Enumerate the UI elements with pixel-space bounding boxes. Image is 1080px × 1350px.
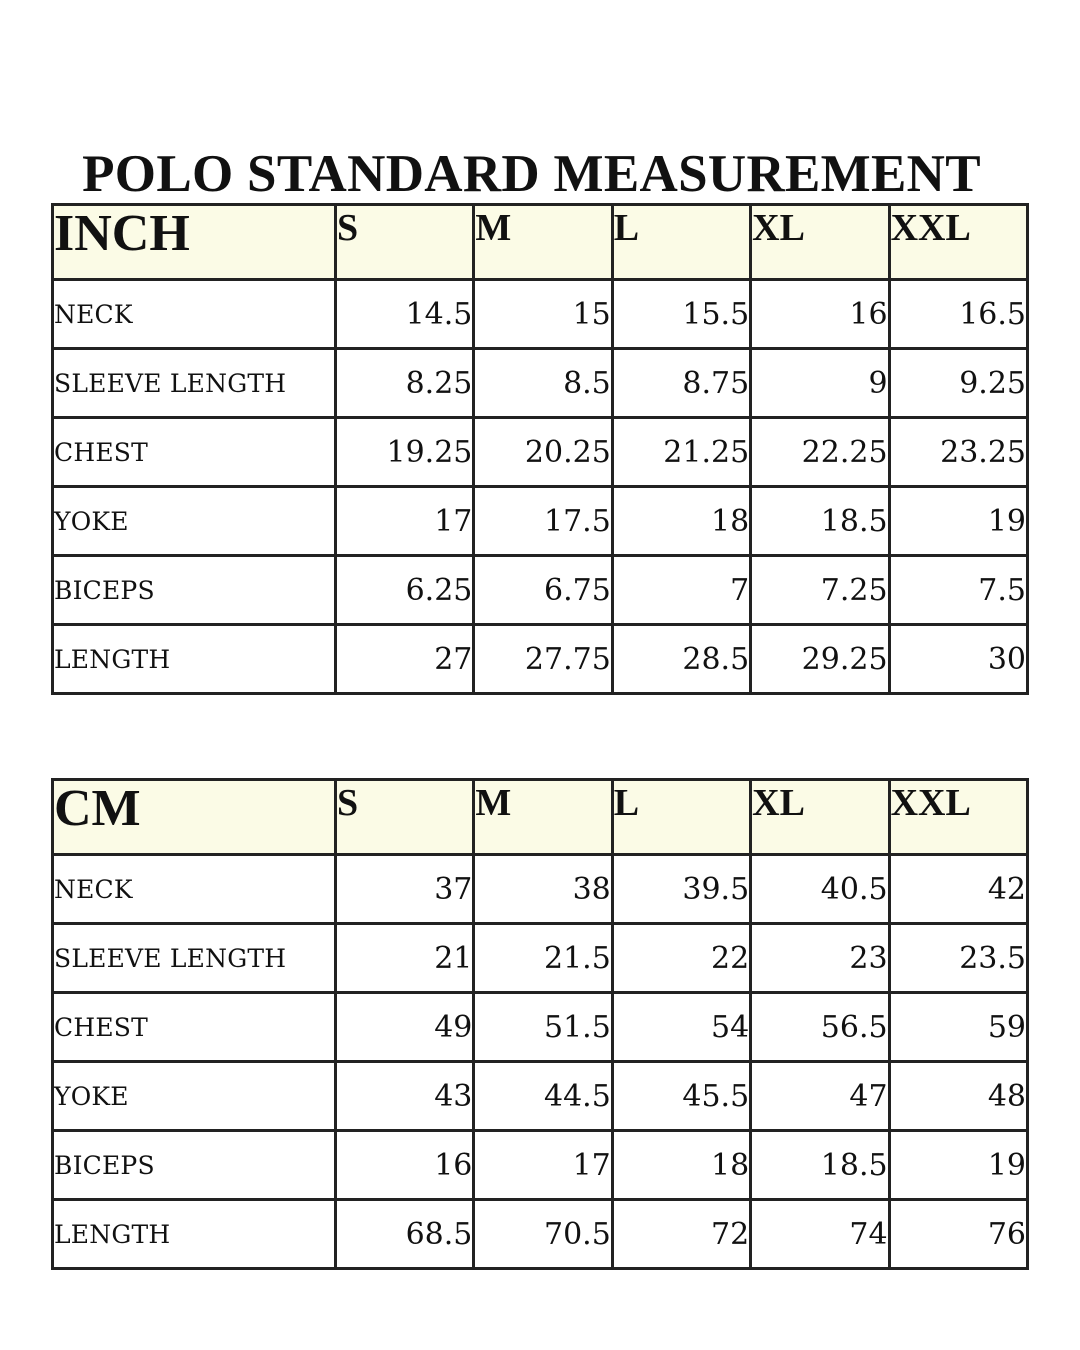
measurement-label: NECK [53,280,336,349]
measurement-value: 21.25 [612,418,750,487]
measurement-label: SLEEVE LENGTH [53,349,336,418]
measurement-value: 7.25 [751,556,889,625]
table-row [53,625,1028,694]
table-header-row [53,780,1028,855]
size-header: L [612,205,750,280]
measurement-value: 19 [889,1131,1027,1200]
measurement-value: 7.5 [889,556,1027,625]
measurement-value: 23.5 [889,924,1027,993]
measurement-label: LENGTH [53,1200,336,1269]
table-row [53,1131,1028,1200]
measurement-value: 70.5 [474,1200,612,1269]
measurement-value: 9 [751,349,889,418]
measurement-label: NECK [53,855,336,924]
size-header: XXL [889,780,1027,855]
measurement-value: 14.5 [336,280,474,349]
measurement-label: BICEPS [53,556,336,625]
measurement-value: 49 [336,993,474,1062]
measurement-label: BICEPS [53,1131,336,1200]
measurement-value: 16 [751,280,889,349]
measurement-value: 45.5 [612,1062,750,1131]
inch-size-table [51,203,1029,695]
size-header: XXL [889,205,1027,280]
measurement-value: 27.75 [474,625,612,694]
measurement-label: YOKE [53,487,336,556]
measurement-value: 8.75 [612,349,750,418]
measurement-value: 38 [474,855,612,924]
measurement-value: 17 [474,1131,612,1200]
size-header: XL [751,205,889,280]
measurement-value: 51.5 [474,993,612,1062]
measurement-value: 15 [474,280,612,349]
measurement-value: 23.25 [889,418,1027,487]
measurement-value: 21.5 [474,924,612,993]
measurement-value: 7 [612,556,750,625]
measurement-value: 54 [612,993,750,1062]
measurement-value: 20.25 [474,418,612,487]
measurement-value: 17 [336,487,474,556]
measurement-value: 18.5 [751,1131,889,1200]
measurement-value: 18.5 [751,487,889,556]
page-title: POLO STANDARD MEASUREMENT [82,145,981,203]
size-header: XL [751,780,889,855]
table-row [53,556,1028,625]
table-row [53,855,1028,924]
table-header-row [53,205,1028,280]
measurement-value: 74 [751,1200,889,1269]
measurement-value: 15.5 [612,280,750,349]
table-row [53,487,1028,556]
measurement-value: 44.5 [474,1062,612,1131]
measurement-value: 68.5 [336,1200,474,1269]
size-header: M [474,780,612,855]
size-header: S [336,205,474,280]
measurement-label: CHEST [53,418,336,487]
measurement-value: 18 [612,1131,750,1200]
size-header: L [612,780,750,855]
table-row [53,349,1028,418]
measurement-value: 9.25 [889,349,1027,418]
size-header: S [336,780,474,855]
measurement-label: SLEEVE LENGTH [53,924,336,993]
measurement-value: 40.5 [751,855,889,924]
measurement-value: 8.5 [474,349,612,418]
measurement-value: 29.25 [751,625,889,694]
measurement-value: 28.5 [612,625,750,694]
measurement-value: 43 [336,1062,474,1131]
measurement-value: 17.5 [474,487,612,556]
measurement-value: 19.25 [336,418,474,487]
measurement-value: 21 [336,924,474,993]
measurement-value: 22.25 [751,418,889,487]
measurement-value: 6.25 [336,556,474,625]
cm-size-table [51,778,1029,1270]
table-row [53,993,1028,1062]
table-row [53,1062,1028,1131]
measurement-value: 72 [612,1200,750,1269]
measurement-value: 47 [751,1062,889,1131]
measurement-value: 16 [336,1131,474,1200]
measurement-value: 39.5 [612,855,750,924]
size-header: M [474,205,612,280]
measurement-label: YOKE [53,1062,336,1131]
measurement-label: CHEST [53,993,336,1062]
measurement-value: 56.5 [751,993,889,1062]
measurement-value: 48 [889,1062,1027,1131]
measurement-value: 42 [889,855,1027,924]
table-row [53,924,1028,993]
measurement-value: 8.25 [336,349,474,418]
measurement-value: 37 [336,855,474,924]
table-row [53,1200,1028,1269]
measurement-value: 18 [612,487,750,556]
unit-header: INCH [53,205,336,280]
measurement-label: LENGTH [53,625,336,694]
table-row [53,280,1028,349]
measurement-value: 16.5 [889,280,1027,349]
unit-header: CM [53,780,336,855]
measurement-value: 27 [336,625,474,694]
measurement-value: 23 [751,924,889,993]
measurement-value: 6.75 [474,556,612,625]
measurement-value: 59 [889,993,1027,1062]
measurement-value: 30 [889,625,1027,694]
measurement-value: 22 [612,924,750,993]
measurement-value: 19 [889,487,1027,556]
table-row [53,418,1028,487]
measurement-value: 76 [889,1200,1027,1269]
